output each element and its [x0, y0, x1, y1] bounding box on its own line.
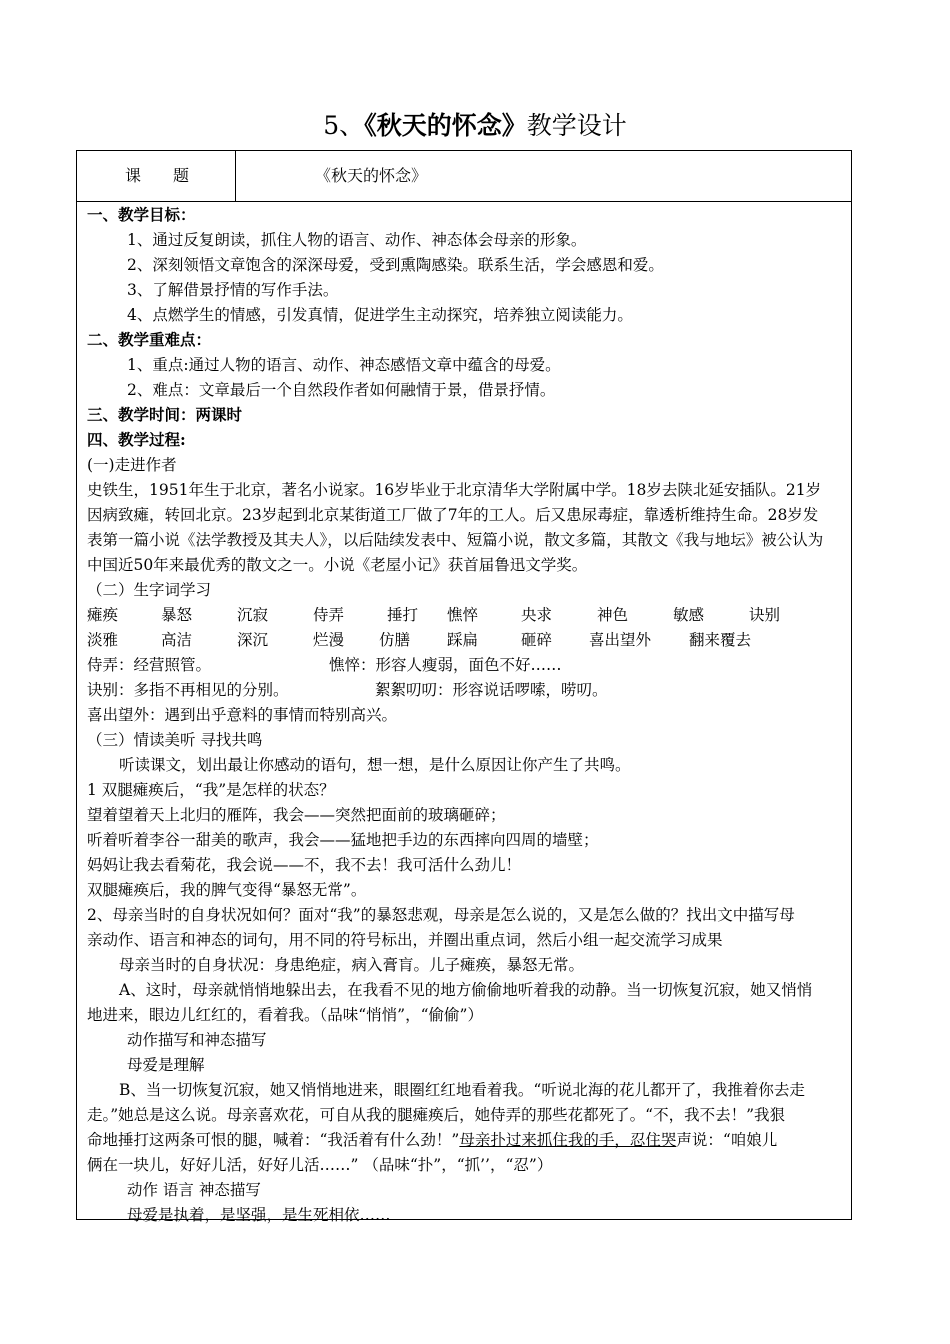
- vocab-word: 沉寂: [237, 606, 269, 624]
- passage-b-note: 母爱是执着，是坚强，是生死相依……: [127, 1206, 391, 1224]
- process-heading: 四、教学过程:: [87, 430, 186, 449]
- vocab-word: 砸碎: [521, 631, 553, 649]
- title-suffix: 教学设计: [526, 111, 627, 140]
- topic-label-1: 课: [125, 166, 142, 185]
- definition: 喜出望外：遇到出乎意料的事情而特别高兴。: [87, 706, 398, 724]
- vocab-word: 敏感: [673, 606, 705, 624]
- topic-label-2: 题: [173, 166, 190, 185]
- goal-item: 2、深刻领悟文章饱含的深深母爱，受到熏陶感染。联系生活，学会感恩和爱。: [127, 256, 664, 274]
- passage-b-line: 俩在一块儿，好好儿活，好好儿活……” （品味“扑”，“抓’’，“忍”）: [87, 1156, 553, 1174]
- passage-a-note: 动作描写和神态描写: [127, 1031, 267, 1049]
- title-number: 5、: [323, 111, 365, 140]
- question-1-line: 望着望着天上北归的雁阵，我会——突然把面前的玻璃砸碎；: [87, 806, 506, 824]
- vocab-word: 喜出望外: [589, 631, 652, 649]
- vocab-word: 翻来覆去: [689, 631, 752, 649]
- vocab-word: 深沉: [237, 631, 269, 649]
- document-title: [0, 108, 950, 144]
- passage-b-line: [87, 1128, 777, 1153]
- passage-a-note: 母爱是理解: [127, 1056, 205, 1074]
- author-line: 史铁生，1951年生于北京，著名小说家。16岁毕业于北京清华大学附属中学。18岁去陕北延安插队。21岁: [87, 481, 822, 499]
- vocab-word: 瘫痪: [87, 606, 119, 624]
- question-1-line: 双腿瘫痪后，我的脾气变得“暴怒无常”。: [87, 881, 367, 899]
- title-book-name: 《秋天的怀念》: [364, 111, 527, 140]
- definition: 诀别：多指不再相见的分别。: [87, 681, 289, 699]
- vocab-word: 高洁: [161, 631, 193, 649]
- passage-b-line: B、当一切恢复沉寂，她又悄悄地进来，眼圈红红地看着我。“听说北海的花儿都开了，我推着你去走: [119, 1081, 805, 1099]
- topic-label-cell: [77, 151, 236, 201]
- question-1-line: 听着听着李谷一甜美的歌声，我会——猛地把手边的东西摔向四周的墙壁；: [87, 831, 599, 849]
- key-point-item: 2、难点：文章最后一个自然段作者如何融情于景，借景抒情。: [127, 381, 556, 399]
- question-1: 1 双腿瘫痪后，“我”是怎样的状态？: [87, 781, 335, 799]
- definition: 憔悴：形容人瘦弱，面色不好……: [329, 656, 562, 674]
- goal-item: 1、通过反复朗读，抓住人物的语言、动作、神态体会母亲的形象。: [127, 231, 587, 249]
- passage-a-line: 地进来，眼边儿红红的，看着我。（品味“悄悄”，“偷偷”）: [87, 1006, 483, 1024]
- vocab-word: 踩扁: [447, 631, 479, 649]
- author-heading: (一)走进作者: [87, 456, 177, 474]
- vocab-word: 仿膳: [379, 631, 411, 649]
- vocab-word: 烂漫: [313, 631, 345, 649]
- goal-item: 4、点燃学生的情感，引发真情，促进学生主动探究，培养独立阅读能力。: [127, 306, 633, 324]
- key-points-heading: 二、教学重难点：: [87, 330, 212, 349]
- time-heading: 三、教学时间：两课时: [87, 405, 243, 424]
- definition: 侍弄：经营照管。: [87, 656, 212, 674]
- mother-state: 母亲当时的自身状况：身患绝症，病入膏肓。儿子瘫痪，暴怒无常。: [119, 956, 585, 974]
- vocab-row-2: [87, 628, 847, 653]
- vocab-word: 憔悴: [447, 606, 479, 624]
- passage-b-line: 走。”她总是这么说。母亲喜欢花，可自从我的腿瘫痪后，她侍弄的那些花都死了。“不，我不去！”我狠: [87, 1106, 786, 1124]
- lesson-table: [76, 150, 852, 1224]
- vocab-word: 淡雅: [87, 631, 119, 649]
- topic-value: 《秋天的怀念》: [315, 166, 428, 185]
- vocab-word: 央求: [521, 606, 553, 624]
- key-point-item: 1、重点:通过人物的语言、动作、神态感悟文章中蕴含的母爱。: [127, 356, 561, 374]
- reading-intro: 听读课文，划出最让你感动的语句，想一想，是什么原因让你产生了共鸣。: [119, 756, 631, 774]
- author-line: 因病致瘫，转回北京。23岁起到北京某街道工厂做了7年的工人。后又患尿毒症，靠透析维持生命。28岁发: [87, 506, 819, 524]
- passage-b-underlined: 母亲扑过来抓住我的手，忍住哭: [459, 1131, 677, 1149]
- vocab-heading: （二）生字词学习: [87, 581, 212, 599]
- definition: 絮絮叨叨：形容说话啰嗦，唠叨。: [375, 681, 608, 699]
- passage-a-line: A、这时，母亲就悄悄地躲出去，在我看不见的地方偷偷地听着我的动静。当一切恢复沉寂，她又悄悄: [119, 981, 813, 999]
- vocab-word: 神色: [597, 606, 629, 624]
- question-2-line: 2、母亲当时的自身状况如何？面对“我”的暴怒悲观，母亲是怎么说的，又是怎么做的？找出文中描写母: [87, 906, 795, 924]
- passage-b-note: 动作 语言 神态描写: [127, 1181, 261, 1199]
- goals-heading: 一、教学目标：: [87, 205, 196, 224]
- passage-b-text: 命地捶打这两条可恨的腿，喊着：“我活着有什么劲！”: [87, 1131, 460, 1149]
- question-2-line: 亲动作、语言和神态的词句，用不同的符号标出，并圈出重点词，然后小组一起交流学习成果: [87, 931, 723, 949]
- goal-item: 3、了解借景抒情的写作手法。: [127, 281, 339, 299]
- vocab-word: 捶打: [387, 606, 419, 624]
- topic-row: [77, 151, 851, 202]
- passage-b-text: 声说：“咱娘儿: [676, 1131, 778, 1149]
- vocab-word: 侍弄: [313, 606, 345, 624]
- vocab-word: 诀别: [749, 606, 781, 624]
- reading-heading: （三）情读美听 寻找共鸣: [87, 731, 263, 749]
- question-1-line: 妈妈让我去看菊花，我会说——不，我不去！我可活什么劲儿！: [87, 856, 522, 874]
- vocab-row-1: [87, 603, 847, 628]
- author-line: 表第一篇小说《法学教授及其夫人》，以后陆续发表中、短篇小说，散文多篇，其散文《我与地坛》被公认为: [87, 531, 824, 549]
- author-line: 中国近50年来最优秀的散文之一。小说《老屋小记》获首届鲁迅文学奖。: [87, 556, 588, 574]
- vocab-word: 暴怒: [161, 606, 193, 624]
